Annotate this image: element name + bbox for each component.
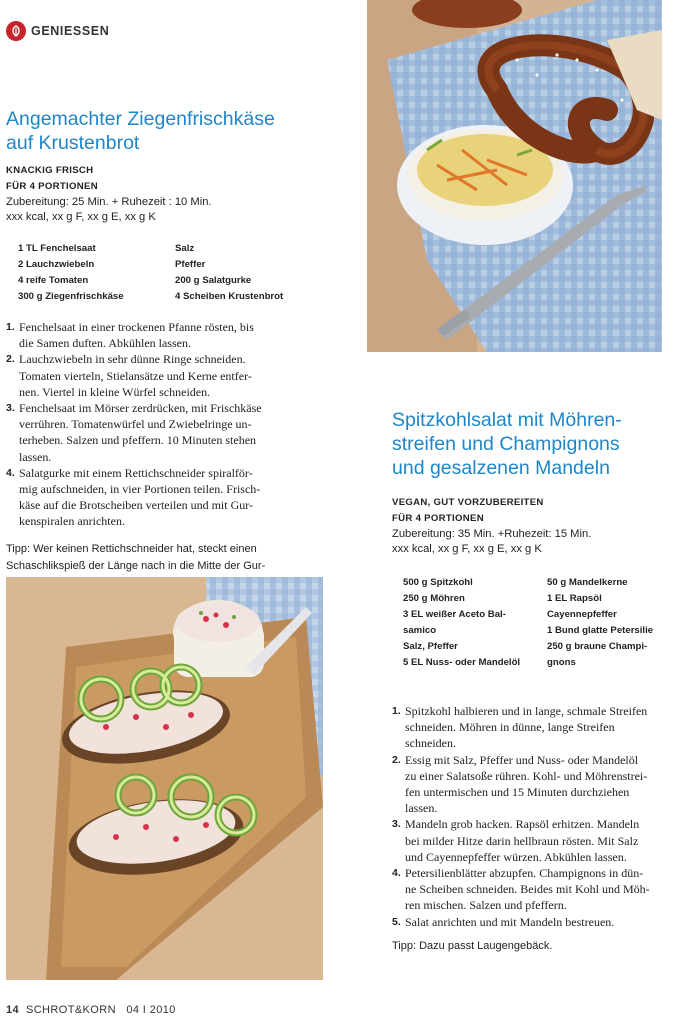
step-4: 4. Petersilienblätter abzupfen. Champignons in dün- ne Scheiben schneiden. Beides mit Kohl und Möh- ren mischen. Salzen und pfeffern. — [392, 866, 650, 913]
ingredient: 500 g Spitzkohl — [403, 577, 473, 588]
recipe1-tag: KNACKIG FRISCH — [6, 165, 94, 176]
ingredient: gnons — [547, 657, 576, 668]
recipe1-title — [6, 107, 351, 155]
recipe1-meta — [6, 163, 351, 225]
ingredient: samico — [403, 625, 437, 636]
ingredient: Salz — [175, 243, 195, 254]
page-header — [6, 20, 109, 42]
tip-line: Tipp: Wer keinen Rettichschneider hat, steckt einen — [6, 543, 257, 555]
recipe2-title-line2: streifen und Champignons — [392, 433, 620, 455]
recipe1-ingredients-left — [18, 241, 168, 305]
section-label: GENIESSEN — [31, 24, 110, 38]
recipe2-title — [392, 408, 672, 480]
recipe2-ingredients-right — [547, 575, 675, 671]
recipe1-time: Zubereitung: 25 Min. + Ruhezeit : 10 Min. — [6, 196, 212, 208]
recipe1-title-line2: auf Krustenbrot — [6, 132, 140, 154]
ingredient: 4 reife Tomaten — [18, 275, 89, 286]
recipe1-nutrition: xxx kcal, xx g F, xx g E, xx g K — [6, 211, 156, 223]
recipe1-ingredients-right — [175, 241, 345, 305]
leaf-logo-icon — [6, 21, 26, 41]
step-2: 2. Lauchzwiebeln in sehr dünne Ringe schneiden. Tomaten vierteln, Stielansätze und Kerne entfer- nen. Viertel in kleine Würfel schneiden. — [6, 352, 252, 399]
ingredient: 2 Lauchzwiebeln — [18, 259, 95, 270]
recipe2-title-line3: und gesalzenen Mandeln — [392, 457, 610, 479]
ingredient: 50 g Mandelkerne — [547, 577, 628, 588]
recipe2-time: Zubereitung: 35 Min. +Ruhezeit: 15 Min. — [392, 528, 592, 540]
ingredient: Cayennepfeffer — [547, 609, 617, 620]
step-3: 3. Fenchelsaat im Mörser zerdrücken, mit Frischkäse verrühren. Tomatenwürfel und Zwiebelringe un- terheben. Salzen und pfeffern. 10 Minuten stehen lassen. — [6, 401, 262, 464]
page-footer — [6, 1004, 176, 1016]
recipe1-title-line1: Angemachter Ziegenfrischkäse — [6, 108, 275, 130]
recipe2-title-line1: Spitzkohlsalat mit Möhren- — [392, 409, 622, 431]
recipe1-portions: FÜR 4 PORTIONEN — [6, 181, 98, 192]
recipe2-portions: FÜR 4 PORTIONEN — [392, 513, 484, 524]
step-3: 3. Mandeln grob hacken. Rapsöl erhitzen. Mandeln bei milder Hitze darin hellbraun rösten. Mit Salz und Cayennepfeffer würzen. Abkühlen lassen. — [392, 817, 640, 864]
step-4: 4. Salatgurke mit einem Rettichschneider spiralför- mig aufschneiden, in vier Portionen teilen. Frisch- käse auf die Brotscheiben verteilen und mit Gur- kenspiralen anrichten. — [6, 465, 261, 529]
recipe2-ingredients-left — [403, 575, 543, 671]
recipe2-meta — [392, 495, 672, 557]
ingredient: Salz, Pfeffer — [403, 641, 458, 652]
ingredient: 300 g Ziegenfrischkäse — [18, 291, 124, 302]
recipe2-tip: Tipp: Dazu passt Laugengebäck. — [392, 940, 553, 952]
step-5: 5. Salat anrichten und mit Mandeln bestreuen. — [392, 914, 615, 929]
issue-number: 04 I 2010 — [126, 1004, 176, 1016]
ingredient: 250 g Möhren — [403, 593, 465, 604]
ingredient: 3 EL weißer Aceto Bal- — [403, 609, 506, 620]
ingredient: 5 EL Nuss- oder Mandelöl — [403, 657, 521, 668]
ingredient: 200 g Salatgurke — [175, 275, 252, 286]
ingredient: 1 TL Fenchelsaat — [18, 243, 96, 254]
page-number: 14 — [6, 1004, 20, 1016]
recipe2-steps — [392, 703, 672, 930]
tip-line: Schaschlikspieß der Länge nach in die Mitte der Gur- — [6, 559, 266, 572]
step-1: 1. Spitzkohl halbieren und in lange, schmale Streifen schneiden. Möhren in dünne, lange Streifen schneiden. — [392, 704, 648, 751]
ingredient: Pfeffer — [175, 259, 206, 270]
recipe1-tip — [6, 541, 351, 574]
ingredient: 1 Bund glatte Petersilie — [547, 625, 654, 636]
step-1: 1. Fenchelsaat in einer trockenen Pfanne rösten, bis die Samen duften. Abkühlen lassen. — [6, 320, 254, 351]
step-2: 2. Essig mit Salz, Pfeffer und Nuss- oder Mandelöl zu einer Salatsoße rühren. Kohl- und Möhrenstrei- fen untermischen und 15 Minuten durchziehen lassen. — [392, 752, 648, 816]
ingredient: 250 g braune Champi- — [547, 641, 648, 652]
recipe1-steps — [6, 319, 351, 530]
ingredient: 1 EL Rapsöl — [547, 593, 602, 604]
recipe2-tag: VEGAN, GUT VORZUBEREITEN — [392, 497, 544, 508]
recipe2-nutrition: xxx kcal, xx g F, xx g E, xx g K — [392, 543, 542, 555]
goat-cheese-bread-photo — [6, 577, 323, 980]
salad-pretzel-photo — [367, 0, 662, 352]
magazine-name: SCHROT&KORN — [25, 1004, 116, 1016]
ingredient: 4 Scheiben Krustenbrot — [175, 291, 284, 302]
